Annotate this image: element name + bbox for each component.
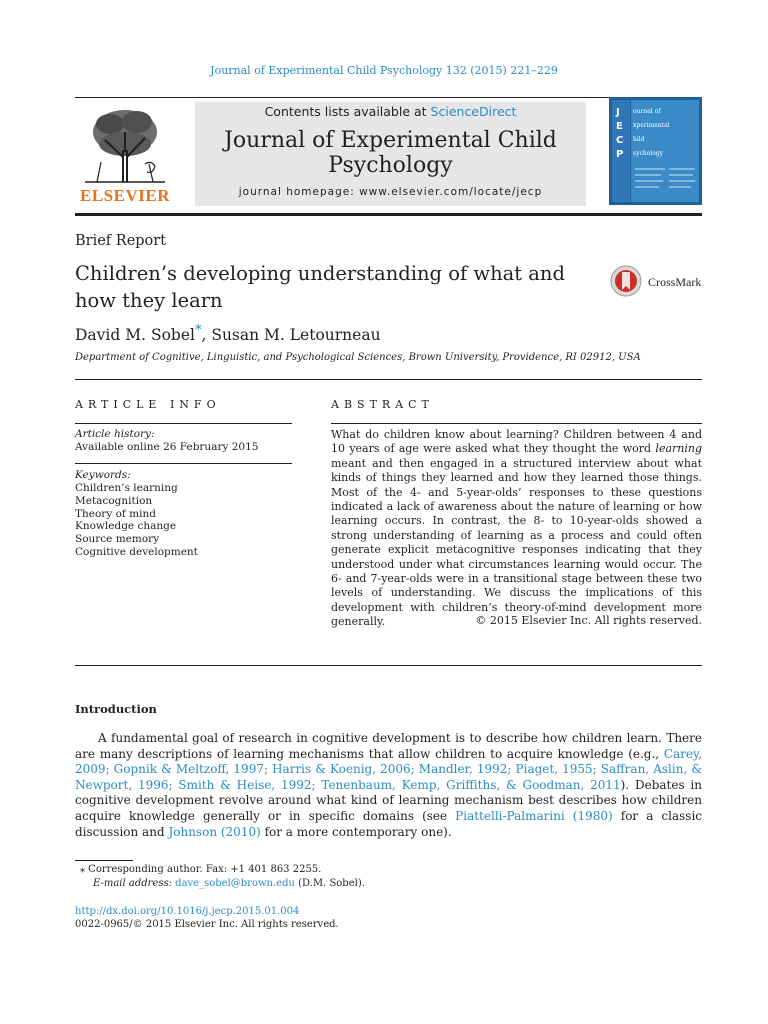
cover-letter: C [616, 135, 624, 146]
cover-letter: E [616, 121, 623, 132]
journal-title-line1: Journal of Experimental Child [224, 128, 557, 153]
top-rule [75, 97, 702, 98]
author-name: Susan M. Letourneau [211, 326, 381, 345]
keyword: Metacognition [75, 494, 153, 507]
corresponding-author-note [80, 864, 321, 875]
article-history-value: Available online 26 February 2015 [75, 441, 259, 453]
cover-line: sychology [633, 150, 664, 157]
elsevier-wordmark: ELSEVIER [80, 186, 170, 205]
doi-link[interactable]: http://dx.doi.org/10.1016/j.jecp.2015.01.004 [75, 906, 300, 917]
cover-line: xperimental [633, 122, 670, 129]
email-note [93, 878, 365, 889]
issn-copyright: 0022-0965/© 2015 Elsevier Inc. All rights reserved. [75, 919, 339, 930]
email-link[interactable]: dave_sobel@brown.edu [175, 878, 295, 889]
footnote-rule [75, 860, 133, 861]
abstract-part: meant and then engaged in a structured interview about what kinds of things they learned and how they learned those things. Most of the 4- and 5-year-olds’ responses to these questions indicated a lack of awareness about the nature of learning or how learning occurs. In contrast, the 8- to 10-year-olds showed a strong understanding of learning as a process and could often generate explicit metacognitive responses indicating that they understood under what circumstances learning would occur. The 6- and 7-year-olds were in a transitional stage between these two levels of understanding. We discuss the implications of this development with children’s theory-of-mind development more generally. [331, 456, 702, 629]
section-rule [75, 379, 702, 380]
citation-link[interactable]: Johnson (2010) [168, 824, 261, 839]
journal-title [195, 128, 586, 178]
section-rule [75, 665, 702, 666]
abstract-heading: ABSTRACT [331, 398, 434, 411]
article-info-heading: ARTICLE INFO [75, 398, 221, 411]
abstract-italic-word: learning [655, 442, 702, 456]
email-label: E-mail address: [93, 878, 176, 889]
keyword: Children’s learning [75, 482, 178, 494]
journal-cover-thumbnail [609, 97, 702, 205]
cover-letter: J [616, 107, 620, 118]
affiliation: Department of Cognitive, Linguistic, and Psychological Sciences, Brown University, Providence, RI 02912, USA [75, 352, 641, 363]
author-name: David M. Sobel [75, 326, 195, 345]
crossmark-label[interactable]: CrossMark [648, 275, 702, 289]
keyword: Knowledge change [75, 520, 177, 533]
abstract-text [331, 428, 702, 630]
cover-line: ournal of [633, 108, 661, 115]
contents-prefix: Contents lists available at [264, 104, 431, 119]
journal-title-line2: Psychology [328, 153, 453, 178]
footnote-text: Corresponding author. Fax: +1 401 863 2255. [85, 864, 322, 875]
journal-homepage[interactable]: journal homepage: www.elsevier.com/locate/jecp [238, 186, 543, 198]
cover-letter: P [616, 149, 624, 160]
article-info-rule [75, 423, 292, 424]
intro-text: for a classic discussion and [75, 808, 703, 839]
keyword: Source memory [75, 533, 160, 546]
article-title: Children’s developing understanding of what and how they learn [75, 262, 565, 312]
article-info-rule [75, 463, 292, 464]
abstract-copyright: © 2015 Elsevier Inc. All rights reserved. [475, 614, 702, 627]
keywords-label: Keywords: [75, 469, 131, 481]
article-history-label: Article history: [75, 428, 155, 440]
running-head[interactable]: Journal of Experimental Child Psychology 132 (2015) 221–229 [210, 64, 558, 77]
footnote-mark: ⁎ [80, 864, 85, 875]
keyword: Cognitive development [75, 545, 198, 558]
intro-text: for a more contemporary one). [260, 824, 452, 839]
contents-line [195, 104, 586, 119]
keyword: Theory of mind [75, 507, 156, 520]
introduction-paragraph [75, 731, 702, 840]
abstract-rule [331, 423, 702, 424]
author-list [75, 323, 381, 344]
introduction-heading: Introduction [75, 702, 157, 716]
abstract-part: What do children know about learning? Children between 4 and 10 years of age were asked what they thought the word [331, 428, 702, 456]
intro-text: ). Debates in cognitive development revolve around what kind of learning mechanism best describes how children acquire knowledge generally or in specific domains (see [75, 777, 702, 823]
sciencedirect-link[interactable]: ScienceDirect [430, 104, 517, 119]
intro-text: A fundamental goal of research in cognitive development is to describe how children learn. There are many descriptions of learning mechanisms that allow children to acquire knowledge (e.g., [75, 731, 702, 761]
keyword-list [75, 482, 198, 559]
corresponding-author-mark[interactable]: * [194, 323, 202, 338]
email-suffix: (D.M. Sobel). [294, 878, 365, 889]
author-separator: , [201, 326, 212, 345]
citation-link[interactable]: Piattelli-Palmarini (1980) [455, 808, 613, 823]
article-type: Brief Report [75, 233, 167, 249]
citation-link[interactable]: Carey, 2009; Gopnik & Meltzoff, 1997; Harris & Koenig, 2006; Mandler, 1992; Piaget, 1955; Saffran, Aslin, & Newport, 1996; Smith & Heise, 1992; Tenenbaum, Kemp, Griffiths, & Goodman, 2011 [75, 746, 702, 792]
cover-line: hild [633, 136, 645, 143]
masthead-rule [75, 213, 702, 216]
